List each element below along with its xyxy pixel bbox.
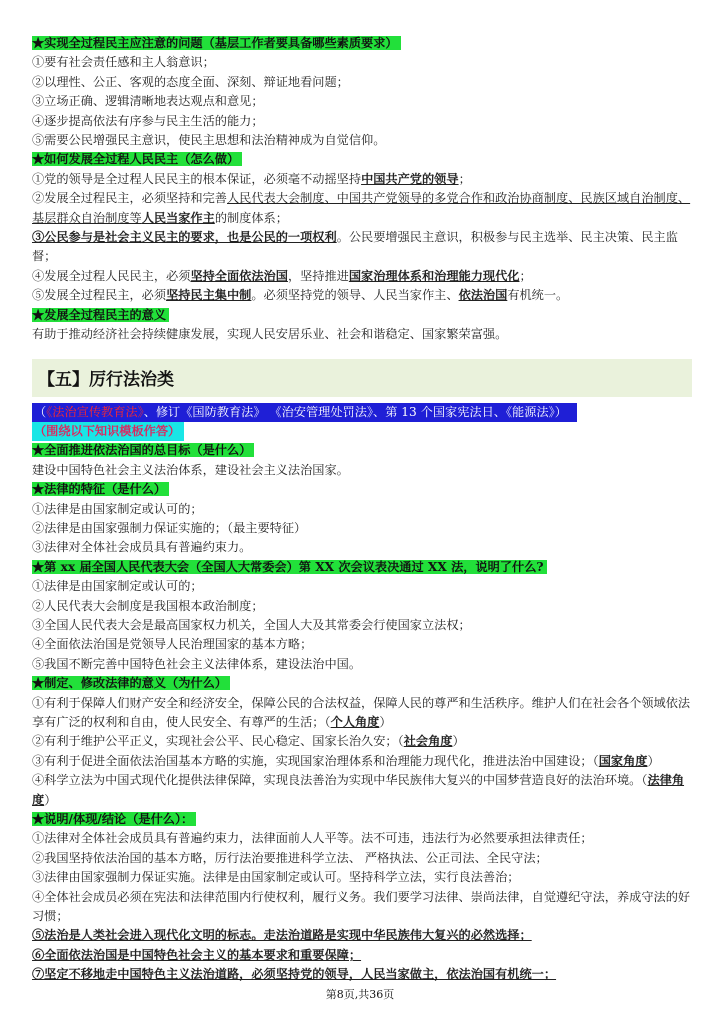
text-line: 有助于推动经济社会持续健康发展，实现人民安居乐业、社会和谐稳定、国家繁荣富强。 — [32, 327, 508, 342]
text-line: ①要有社会责任感和主人翁意识； — [32, 55, 215, 70]
text-line: ④发展全过程人民民主，必须坚持全面依法治国，坚持推进国家治理体系和治理能力现代化； — [32, 268, 532, 283]
heading-law-features: ★法律的特征（是什么） — [32, 482, 169, 496]
text-line: ③法律对全体社会成员具有普遍约束力。 — [32, 540, 252, 555]
heading-overall-goal: ★全面推进依法治国的总目标（是什么） — [32, 443, 254, 457]
topic-banner: （《法治宣传教育法》、修订《国防教育法》 《治安管理处罚法》、第 13 个国家宪法日、《能源法》） — [32, 403, 577, 422]
text-line: ⑤需要公民增强民主意识，使民主思想和法治精神成为自觉信仰。 — [32, 133, 386, 148]
text-line: ①有利于保障人们财产安全和经济安全，保障公民的合法权益，保障人民的尊严和生活秩序。维护人们在社会各个领域依法享有广泛的权利和自由，使人民安全、有尊严的生活；（个人角度） — [32, 695, 691, 729]
text-line: ①法律对全体社会成员具有普遍约束力，法律面前人人平等。法不可违，违法行为必然要承担法律责任； — [32, 831, 593, 846]
text-line: ②人民代表大会制度是我国根本政治制度； — [32, 598, 264, 613]
document-page — [32, 34, 692, 985]
template-note: （围绕以下知识模板作答） — [32, 422, 184, 441]
text-line: ④全面依法治国是党领导人民治理国家的基本方略； — [32, 637, 313, 652]
text-line: ④科学立法为中国式现代化提供法律保障，实现良法善治为实现中华民族伟大复兴的中国梦营造良好的法治环境。（法律角度） — [32, 773, 685, 807]
page-number: 第8页,共36页 — [325, 988, 395, 1001]
text-line: ③法律由国家强制力保证实施。法律是由国家制定或认可。坚持科学立法，实行良法善治； — [32, 870, 520, 885]
text-line: ⑥全面依法治国是中国特色社会主义的基本要求和重要保障； — [32, 947, 362, 962]
text-line: ②我国坚持依法治国的基本方略，厉行法治要推进科学立法、 严格执法、公正司法、全民守法； — [32, 850, 548, 865]
text-line: ③全国人民代表大会是最高国家权力机关，全国人大及其常委会行使国家立法权； — [32, 617, 471, 632]
heading-conclusion: ★说明/体现/结论（是什么）： — [32, 812, 196, 826]
heading-how-develop: ★如何发展全过程人民民主（怎么做） — [32, 152, 242, 166]
text-line: ⑤我国不断完善中国特色社会主义法律体系，建设法治中国。 — [32, 656, 362, 671]
text-line: ③立场正确、逻辑清晰地表达观点和意见； — [32, 94, 264, 109]
text-line: ④全体社会成员必须在宪法和法律范围内行使权利，履行义务。我们要学习法律、崇尚法律，自觉遵纪守法，养成守法的好习惯； — [32, 889, 691, 924]
text-line: 建设中国特色社会主义法治体系，建设社会主义法治国家。 — [32, 462, 349, 477]
heading-democracy-issues: ★实现全过程民主应注意的问题（基层工作者要具备哪些素质要求） — [32, 36, 401, 50]
text-line: ④逐步提高依法有序参与民主生活的能力； — [32, 113, 264, 128]
text-line: ⑤法治是人类社会进入现代化文明的标志。走法治道路是实现中华民族伟大复兴的必然选择； — [32, 928, 532, 943]
heading-significance: ★发展全过程民主的意义 — [32, 308, 169, 322]
text-line: ①法律是由国家制定或认可的； — [32, 501, 203, 516]
text-line: ②以理性、公正、客观的态度全面、深刻、辩证地看问题； — [32, 74, 349, 89]
text-line: ①法律是由国家制定或认可的； — [32, 579, 203, 594]
text-line: ①党的领导是全过程人民民主的根本保证，必须毫不动摇坚持中国共产党的领导； — [32, 171, 471, 186]
text-line: ③公民参与是社会主义民主的要求，也是公民的一项权利。公民要增强民主意识，积极参与民主选举、民主决策、民主监督； — [32, 230, 678, 264]
heading-lawmaking-significance: ★制定、修改法律的意义（为什么） — [32, 676, 230, 690]
text-line: ②法律是由国家强制力保证实施的；（最主要特征） — [32, 520, 307, 535]
text-line: ②发展全过程民主，必须坚持和完善人民代表大会制度、中国共产党领导的多党合作和政治协商制度、民族区域自治制度、基层群众自治制度等人民当家作主的制度体系； — [32, 191, 691, 225]
text-line: ⑤发展全过程民主，必须坚持民主集中制。必须坚持党的领导、人民当家作主、依法治国有机统一。 — [32, 288, 569, 303]
text-line: ⑦坚定不移地走中国特色主义法治道路，必须坚持党的领导，人民当家做主，依法治国有机统一； — [32, 967, 557, 982]
text-line: ②有利于维护公平正义，实现社会公平、民心稳定、国家长治久安；（社会角度） — [32, 734, 465, 749]
heading-npc-vote: ★第 xx 届全国人民代表大会（全国人大常委会）第 XX 次会议表决通过 XX 法，说明了什么? — [32, 560, 547, 574]
section-title: 【五】厉行法治类 — [32, 359, 692, 397]
text-line: ③有利于促进全面依法治国基本方略的实施，实现国家治理体系和治理能力现代化，推进法治中国建设；（国家角度） — [32, 753, 660, 768]
